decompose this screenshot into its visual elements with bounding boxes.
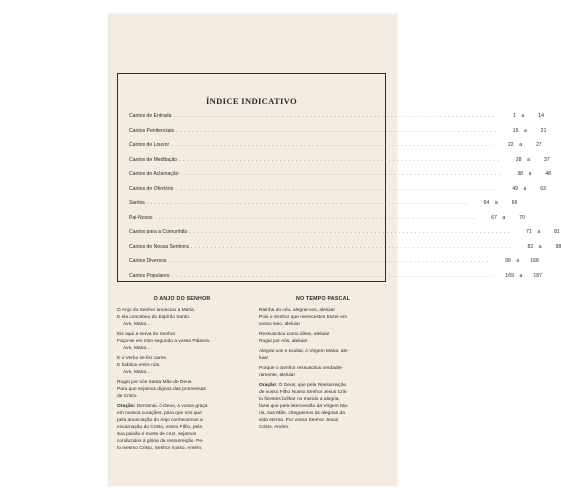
index-box: [117, 73, 561, 282]
index-row: [129, 272, 542, 288]
dot-leader: . . . . . . . . . . . . . . . . . . . . . . . . . . . . . . . . . . . . . . . . . . . . . . . . . . . . . . . . . . . . . . . . . . . . . . . . . . . . . . . .: [171, 142, 492, 148]
text-line: Cristo. Amém.: [259, 425, 290, 430]
index-from: 15: [512, 127, 519, 134]
index-to: 66: [511, 200, 518, 206]
pascal-section: [259, 296, 387, 434]
dot-leader: . . . . . . . . . . . . . . . . . . . . . . . . . . . . . . . . . . . . . . . . . . . . . . . . . . . . . . . . . . . . . . . . . . . . . . . . . . . . . . . .: [179, 156, 500, 163]
index-from: 1: [513, 113, 516, 119]
index-from: 99: [505, 258, 511, 264]
index-label: Cantos de Nossa Senhora: [129, 243, 189, 250]
prayer-label: Oração:: [117, 404, 136, 409]
text-line: conduzidos à glória da ressurreição. Pe-: [117, 439, 204, 444]
text-line: Rogai por nós, aleluia!: [259, 339, 308, 344]
dot-leader: . . . . . . . . . . . . . . . . . . . . . . . . . . . . . . . . . . . . . . . . . . . . . . . . . . . . . . . . . . . . . . . . . . . . . . . . . . . . . . . .: [173, 113, 494, 119]
pascal-verse-4: [259, 365, 387, 379]
index-label: Cantos de Entrada: [129, 113, 172, 119]
index-to: 37: [543, 156, 550, 163]
text-line: sua paixão e morte de cruz, sejamos: [117, 432, 197, 437]
text-line: fazei que pela intercessão da Virgem Ma-: [259, 404, 349, 409]
text-line: de Cristo.: [117, 394, 138, 399]
index-label: Cantos Populares: [129, 272, 170, 279]
index-label: Cantos de Meditação: [129, 156, 178, 163]
index-to: 14: [538, 113, 544, 119]
index-sep: a: [524, 127, 527, 134]
pascal-prayer: [259, 382, 387, 431]
index-to: 98: [555, 243, 561, 250]
index-label: Cantos de Ofertório: [129, 185, 174, 192]
index-to: 168: [530, 258, 539, 264]
dot-leader: . . . . . . . . . . . . . . . . . . . . . . . . . . . . . . . . . . . . . . . . . . . . . . . . . . . . . . . . . . . . . . . . . . . . . . . . . . . . . . . .: [154, 214, 475, 221]
text-line: Alegrai-vos e exultai, ó Virgem Maria, ale-: [259, 349, 349, 354]
index-from: 64: [483, 200, 490, 206]
text-line: ramente, aleluia!: [259, 373, 295, 378]
dot-leader: . . . . . . . . . . . . . . . . . . . . . . . . . . . . . . . . . . . . . . . . . . . . . . . . . . . . . . . . . . . . . . . . . . . . . . . . . . . . . . . .: [168, 258, 489, 264]
text-line: de vosso Filho Nosso Senhor Jesus Cris-: [259, 390, 348, 395]
angelus-title: O ANJO DO SENHOR: [153, 296, 211, 302]
index-row: [129, 200, 518, 215]
index-to: 187: [533, 272, 542, 279]
angelus-prayer: [117, 403, 247, 452]
pascal-verse-1: [259, 307, 387, 328]
text-line: Ave, Maria...: [123, 346, 151, 351]
prayer-first-line: [117, 403, 247, 410]
dot-leader: . . . . . . . . . . . . . . . . . . . . . . . . . . . . . . . . . . . . . . . . . . . . . . . . . . . . . . . . . . . . . . . . . . . . . . . . . . . . . . . .: [180, 171, 501, 177]
index-from: 38: [517, 171, 523, 177]
prayer-first-line: [259, 382, 387, 389]
text-line: pela anunciação do Anjo conhecemos a: [117, 418, 203, 423]
index-row: [129, 127, 547, 143]
index-row: [129, 243, 561, 259]
index-sep: a: [519, 142, 523, 148]
index-sep: a: [538, 243, 542, 250]
text-line: Ave, Maria...: [123, 370, 151, 375]
dot-leader: . . . . . . . . . . . . . . . . . . . . . . . . . . . . . . . . . . . . . . . . . . . . . . . . . . . . . . . . . . . . . . . . . . . . . . . . . . . . . . . .: [176, 127, 497, 134]
index-row: [129, 142, 542, 157]
index-row: [129, 229, 560, 244]
index-sep: a: [523, 185, 527, 192]
prayer-text: Derramai, ó Deus, a vossa graça: [135, 404, 208, 409]
text-line: luia!: [259, 356, 268, 361]
dot-leader: . . . . . . . . . . . . . . . . . . . . . . . . . . . . . . . . . . . . . . . . . . . . . . . . . . . . . . . . . . . . . . . . . . . . . . . . . . . . . . . .: [189, 229, 510, 235]
index-to: 27: [535, 142, 542, 148]
text-line: to fizestes brilhar no mundo a alegria,: [259, 397, 340, 402]
prayer-label: Oração:: [259, 383, 278, 388]
text-line: vosso seio, aleluia!: [259, 322, 300, 327]
text-line: lo mesmo Cristo, Senhor nosso. Amém.: [117, 446, 203, 451]
dot-leader: . . . . . . . . . . . . . . . . . . . . . . . . . . . . . . . . . . . . . . . . . . . . . . . . . . . . . . . . . . . . . . . . . . . . . . . . . . . . . . . .: [190, 243, 512, 250]
text-line: Ave, Maria...: [123, 322, 151, 327]
text-line: E habitou entre nós.: [117, 363, 161, 368]
angelus-verse-1: [117, 307, 247, 328]
index-label: Cantos de Louvor: [129, 142, 170, 148]
index-label: Cantos para a Comunhão: [129, 229, 188, 235]
angelus-verse-4: [117, 379, 247, 400]
prayer-text: Ó Deus, que pela Ressurreição: [277, 383, 347, 388]
dot-leader: . . . . . . . . . . . . . . . . . . . . . . . . . . . . . . . . . . . . . . . . . . . . . . . . . . . . . . . . . . . . . . . . . . . . . . . . . . . . . . . .: [171, 272, 492, 279]
index-from: 49: [512, 185, 518, 192]
index-row: [129, 171, 551, 186]
index-row: [129, 113, 544, 128]
index-to: 48: [545, 171, 551, 177]
index-sep: a: [521, 113, 525, 119]
angelus-verse-3: [117, 355, 247, 376]
index-from: 71: [526, 229, 532, 235]
text-line: Rainha do céu, alegrai-vos, aleluia!: [259, 308, 335, 313]
text-line: Rogai por nós Santa Mãe de Deus.: [117, 380, 193, 385]
pascal-verse-2: [259, 331, 387, 345]
index-sep: a: [528, 171, 532, 177]
index-to: 81: [554, 229, 560, 235]
index-label: Pai-Nosso: [129, 214, 153, 221]
text-line: Ressuscitou como disse, aleluia!: [259, 332, 330, 337]
index-row: [129, 214, 525, 230]
dot-leader: . . . . . . . . . . . . . . . . . . . . . . . . . . . . . . . . . . . . . . . . . . . . . . . . . . . . . . . . . . . . . . . . . . . . . . . . . . . . . . . .: [146, 200, 468, 206]
index-label: Santos: [129, 200, 145, 206]
index-sep: a: [527, 156, 530, 163]
text-line: ria, sua Mãe, cheguemos às alegrias da: [259, 411, 345, 416]
index-list: [129, 113, 561, 287]
text-line: Para que sejamos dignos das promessas: [117, 387, 206, 392]
index-label: Cantos de Aclamação: [129, 171, 179, 177]
index-label: Cantos Penitenciais: [129, 127, 175, 134]
index-sep: a: [516, 258, 520, 264]
index-from: 82: [527, 243, 534, 250]
pascal-title: NO TEMPO PASCAL: [295, 296, 351, 302]
booklet-page: [108, 14, 561, 486]
index-to: 21: [540, 127, 547, 134]
index-from: 22: [507, 142, 514, 148]
text-line: vida eterna. Por vosso Senhor Jesus: [259, 418, 339, 423]
index-to: 63: [540, 185, 546, 192]
text-line: em nossos corações, para que nós que: [117, 411, 202, 416]
index-row: [129, 185, 546, 201]
index-label: Cantos Diversos: [129, 258, 167, 264]
dot-leader: . . . . . . . . . . . . . . . . . . . . . . . . . . . . . . . . . . . . . . . . . . . . . . . . . . . . . . . . . . . . . . . . . . . . . . . . . . . . . . . .: [175, 185, 496, 192]
index-sep: a: [502, 214, 506, 221]
index-title: ÍNDICE INDICATIVO: [206, 96, 297, 106]
index-from: 169: [505, 272, 514, 279]
text-line: encarnação do Cristo, vosso Filho, pela: [117, 425, 203, 430]
index-row: [129, 156, 550, 172]
angelus-verse-2: [117, 331, 247, 352]
pascal-verse-3: [259, 348, 387, 362]
index-sep: a: [537, 229, 541, 235]
index-from: 28: [515, 156, 522, 163]
text-line: O Anjo do Senhor anunciou a Maria.: [117, 308, 196, 313]
index-sep: a: [494, 200, 498, 206]
index-to: 70: [519, 214, 525, 221]
index-row: [129, 258, 539, 273]
text-line: Pois o Senhor que merecestes trazer em: [259, 315, 348, 320]
angelus-section: [117, 296, 247, 455]
text-line: Faça-se em mim segundo a vossa Palavra.: [117, 339, 211, 344]
text-line: Eis aqui a serva do Senhor.: [117, 332, 177, 337]
text-line: E ela concebeu do Espírito Santo.: [117, 315, 191, 320]
text-line: Porque o Senhor ressuscitou verdadei-: [259, 366, 344, 371]
index-sep: a: [519, 272, 523, 279]
index-from: 67: [491, 214, 497, 221]
text-line: E o Verbo se fez carne.: [117, 356, 168, 361]
